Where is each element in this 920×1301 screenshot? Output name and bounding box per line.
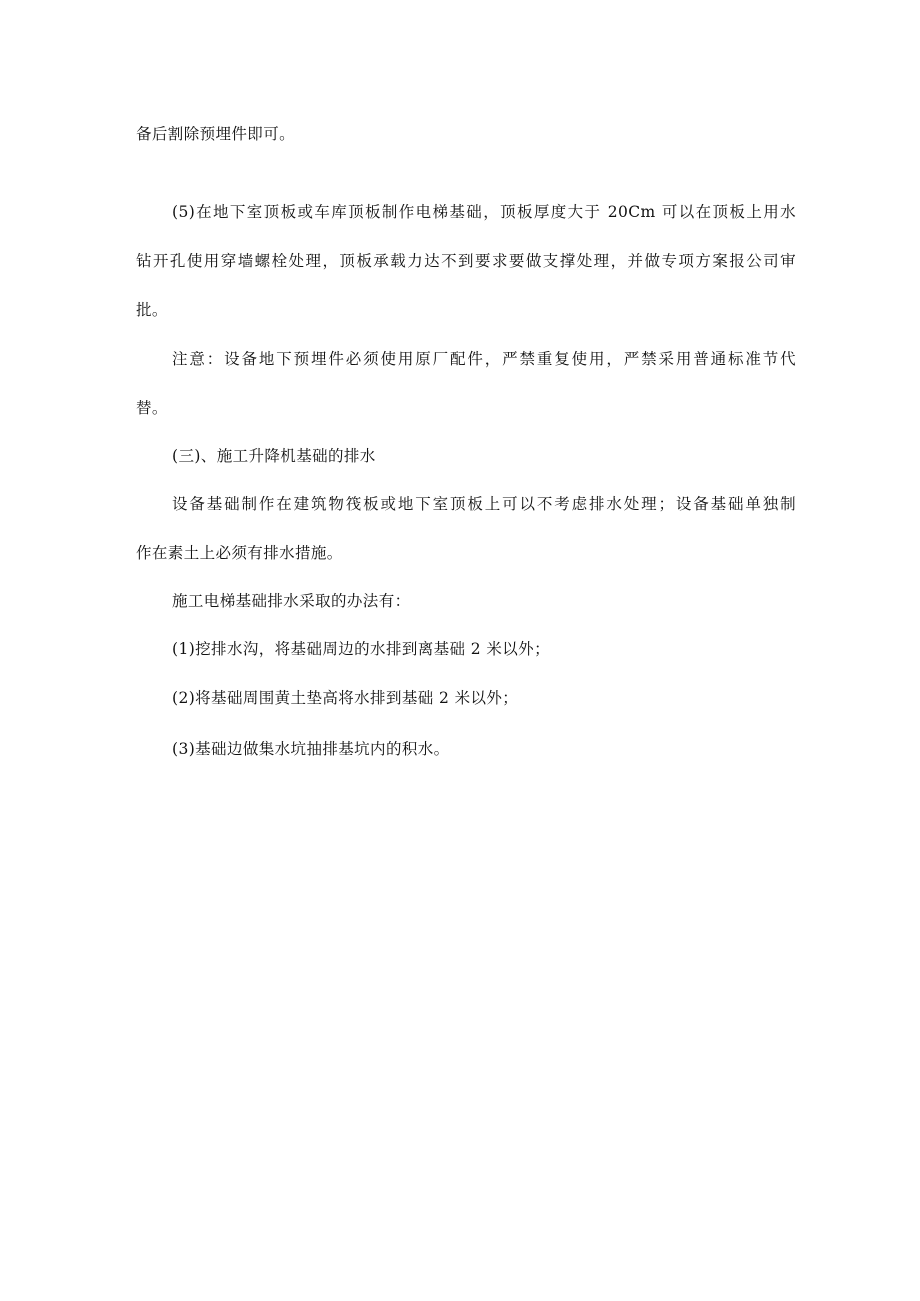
list-item: (2)将基础周围黄土垫高将水排到基础 2 米以外； — [172, 689, 519, 707]
paragraph-line: 设备基础制作在建筑物筏板或地下室顶板上可以不考虑排水处理；设备基础单独制 — [172, 495, 796, 513]
paragraph-line: 替。 — [136, 399, 168, 417]
section-heading: (三)、施工升降机基础的排水 — [172, 447, 376, 465]
list-item: (1)挖排水沟，将基础周边的水排到离基础 2 米以外； — [172, 640, 550, 658]
paragraph-line: 施工电梯基础排水采取的办法有： — [172, 592, 411, 610]
paragraph-line: 备后割除预埋件即可。 — [136, 125, 296, 143]
paragraph-line: 钻开孔使用穿墙螺栓处理，顶板承载力达不到要求要做支撑处理，并做专项方案报公司审 — [136, 252, 796, 270]
paragraph-line: 注意：设备地下预埋件必须使用原厂配件，严禁重复使用，严禁采用普通标准节代 — [172, 350, 796, 368]
paragraph-line: 批。 — [136, 301, 168, 319]
list-item: (3)基础边做集水坑抽排基坑内的积水。 — [172, 740, 450, 758]
paragraph-line: (5)在地下室顶板或车库顶板制作电梯基础，顶板厚度大于 20Cm 可以在顶板上用水 — [172, 203, 796, 221]
paragraph-line: 作在素土上必须有排水措施。 — [136, 544, 343, 562]
